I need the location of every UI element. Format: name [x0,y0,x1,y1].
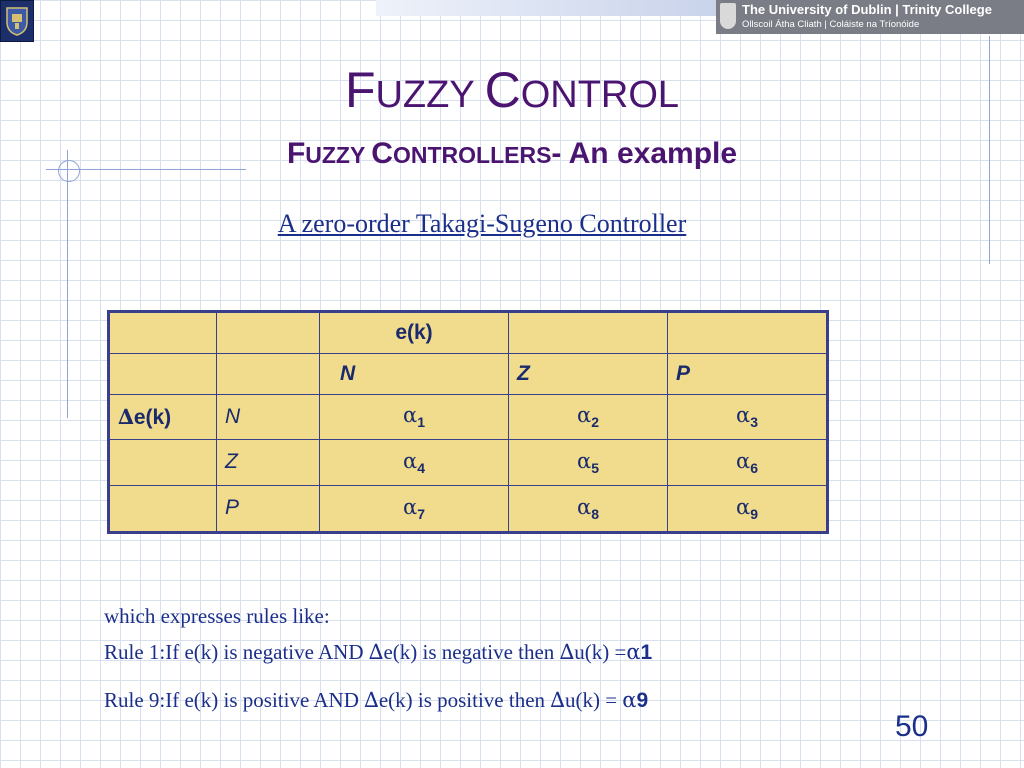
table-cell: $\alpha_5$ [509,440,668,486]
table-row [109,440,828,486]
page-number: 50 [895,710,929,743]
table-cell: $\alpha_6$ [668,440,828,486]
rule-table [107,310,829,534]
table-cell: $\alpha_4$ [320,440,509,486]
college-shield-icon [720,3,736,29]
decorative-vertical-line [67,150,68,418]
row-label-n: N [217,394,320,440]
college-banner [716,0,1024,34]
row-label-p: P [217,485,320,532]
row-header-delta-ek: ∆e(k) [109,394,217,440]
table-cell: $\alpha_8$ [509,485,668,532]
header-gradient-strip [376,0,716,16]
table-cell: $\alpha_3$ [668,394,828,440]
slide-title: FUZZY CONTROL [344,62,680,118]
table-labels-row [109,354,828,394]
crest-shield-icon [5,6,29,36]
delta-symbol: ∆ [118,403,134,429]
table-header-row [109,312,828,354]
rule-1: Rule 1:If e(k) is negative AND ∆e(k) is negative then ∆u(k) =α1 [104,640,653,664]
rule-9: Rule 9:If e(k) is positive AND ∆e(k) is positive then ∆u(k) = α9 [104,688,649,712]
table-cell: $\alpha_7$ [320,485,509,532]
column-label-n: N [320,354,509,394]
takagi-sugeno-link[interactable]: A zero-order Takagi-Sugeno Controller [277,209,687,238]
college-name: The University of Dublin | Trinity College [742,2,992,17]
table-cell: $\alpha_9$ [668,485,828,532]
table-cell: $\alpha_1$ [320,394,509,440]
column-header-ek: e(k) [320,312,509,354]
table-row [109,485,828,532]
column-label-p: P [668,354,828,394]
slide-subtitle: FUZZY CONTROLLERS- An example [286,137,738,170]
university-crest-logo [0,0,34,42]
table-cell: $\alpha_2$ [509,394,668,440]
table-row [109,394,828,440]
row-label-z: Z [217,440,320,486]
column-label-z: Z [509,354,668,394]
college-name-irish: Ollscoil Átha Cliath | Coláiste na Tríonóide [742,19,920,30]
rules-intro: which expresses rules like: [104,604,330,628]
